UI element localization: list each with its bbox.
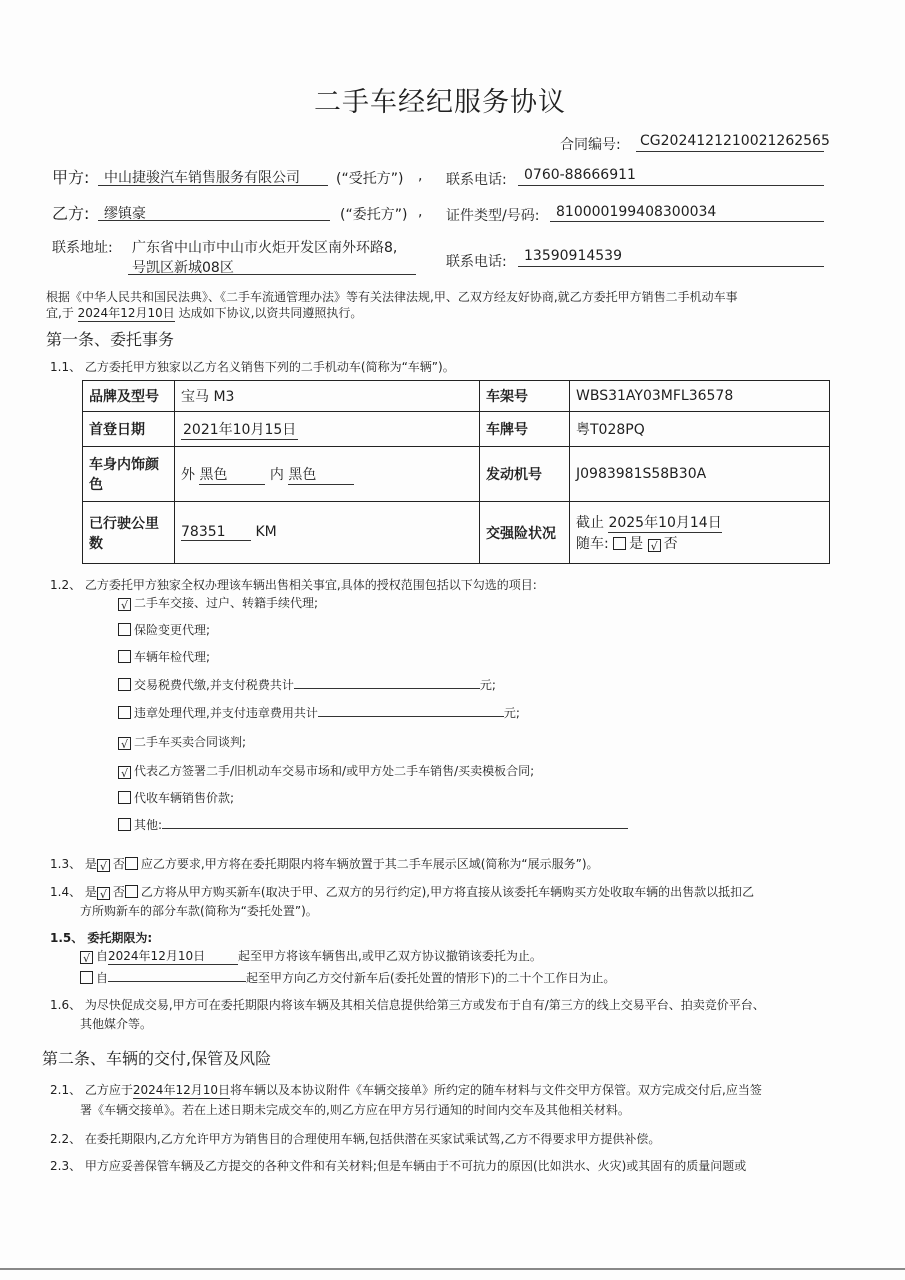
clause-1-6-line2: 其他媒介等。	[80, 1017, 153, 1031]
term-option-1: √ 自2024年12月10日 起至甲方将该车辆售出,或甲乙双方协议撤销该委托为止。	[80, 947, 542, 965]
clause-2-1-date: 2024年12月10日	[132, 1083, 230, 1097]
ext-color-label: 外	[181, 466, 195, 483]
clause-1-4-no-checkbox[interactable]	[125, 885, 138, 898]
auth-item: 保险变更代理;	[118, 621, 210, 638]
term-option-2: 自 起至甲方向乙方交付新车后(委托处置的情形下)的二十个工作日为止。	[80, 969, 615, 986]
auth-item: 交易税费代缴,并支付税费共计 元;	[118, 676, 496, 693]
party-b-id-no: 810000199408300034	[556, 204, 717, 220]
int-color-label: 内	[269, 466, 284, 483]
intro-date: 2024年12月10日	[77, 306, 175, 320]
party-a-role: (“受托方”)	[336, 171, 404, 187]
clause-1-6-line1: 1.6、 为尽快促成交易,甲方可在委托期限内将该车辆及其相关信息提供给第三方或发布于自有/第三方的线上交易平台、拍卖竞价平台、	[50, 998, 765, 1012]
party-b-phone: 13590914539	[524, 248, 622, 264]
auth-item: √ 代表乙方签署二手/旧机动车交易市场和/或甲方处二手车销售/买卖模板合同;	[118, 762, 534, 779]
party-b-role: (“委托方”)	[340, 207, 408, 223]
auth-checkbox[interactable]: √	[118, 598, 131, 611]
int-color-value: 黑色	[288, 464, 354, 485]
address-line2: 号凯区新城08区	[132, 260, 234, 276]
color-label: 车身内饰颜色	[83, 447, 175, 502]
party-b-id-label: 证件类型/号码:	[446, 208, 540, 224]
clause-2-3: 2.3、 甲方应妥善保管车辆及乙方提交的各种文件和有关材料;但是车辆由于不可抗力的原因(比如洪水、火灾)或其固有的质量问题或	[50, 1159, 747, 1173]
clause-1-5-heading: 1.5、 委托期限为:	[50, 931, 153, 945]
table-row	[83, 447, 830, 502]
with-car-no-checkbox[interactable]: √	[648, 539, 661, 552]
party-a-phone-label: 联系电话:	[446, 172, 507, 188]
plate-value: 粤T028PQ	[570, 412, 830, 447]
intro-line2: 宜,于 2024年12月10日 达成如下协议,以资共同遵照执行。	[46, 306, 363, 320]
brand-label: 品牌及型号	[83, 381, 175, 412]
table-row	[83, 412, 830, 447]
address-line1: 广东省中山市中山市火炬开发区南外环路8,	[132, 240, 398, 256]
auth-item: √ 二手车交接、过户、转籍手续代理;	[118, 594, 318, 611]
clause-2-2: 2.2、 在委托期限内,乙方允许甲方为销售目的合理使用车辆,包括供潜在买家试乘试驾,乙方不得要求甲方提供补偿。	[50, 1132, 661, 1146]
insurance-until-label: 截止	[576, 515, 604, 531]
term-option-1-checkbox[interactable]: √	[80, 951, 93, 964]
party-a-comma: ,	[418, 168, 423, 184]
auth-checkbox[interactable]	[118, 706, 131, 719]
vin-value: WBS31AY03MFL36578	[570, 381, 830, 412]
clause-1-4-line2: 方所购新车的部分车款(简称为“委托处置”)。	[80, 904, 318, 918]
auth-checkbox[interactable]: √	[118, 766, 131, 779]
with-car-yes-label: 是	[629, 536, 644, 552]
auth-item: √ 二手车买卖合同谈判;	[118, 733, 246, 750]
clause-2-1-line1: 2.1、 乙方应于2024年12月10日将车辆以及本协议附件《车辆交接单》所约定的随车材料与文件交甲方保管。双方完成交付后,应当签	[50, 1083, 762, 1097]
insurance-date: 2025年10月14日	[608, 512, 721, 533]
party-a-phone: 0760-88666911	[524, 167, 636, 183]
engine-value: J0983981S58B30A	[570, 447, 830, 502]
reg-date-value: 2021年10月15日	[181, 419, 298, 440]
table-row	[83, 381, 830, 412]
term-option-1-date: 2024年12月10日	[108, 947, 238, 965]
auth-checkbox[interactable]	[118, 818, 131, 831]
party-a-name: 中山捷骏汽车销售服务有限公司	[104, 170, 300, 186]
page-bottom-border	[0, 1268, 905, 1270]
party-b-comma: ,	[418, 204, 423, 220]
ext-color-value: 黑色	[199, 464, 265, 485]
insurance-label: 交强险状况	[480, 502, 570, 564]
article-1-heading: 第一条、委托事务	[46, 330, 175, 349]
clause-1-4-yes-checkbox[interactable]: √	[97, 887, 110, 900]
clause-1-3: 1.3、 是 √ 否 应乙方要求,甲方将在委托期限内将车辆放置于其二手车展示区域(简称为“展示服务”)。	[50, 857, 599, 873]
document-title: 二手车经纪服务协议	[314, 87, 566, 118]
auth-checkbox[interactable]	[118, 650, 131, 663]
clause-1-3-yes-checkbox[interactable]: √	[97, 859, 110, 872]
auth-item: 其他:	[118, 816, 628, 833]
contract-no: CG2024121210021262565	[640, 133, 830, 149]
party-a-label: 甲方:	[52, 168, 90, 187]
with-car-yes-checkbox[interactable]	[613, 537, 626, 550]
party-b-phone-label: 联系电话:	[446, 254, 507, 270]
auth-item: 违章处理代理,并支付违章费用共计 元;	[118, 704, 520, 721]
party-b-name: 缪镇豪	[104, 206, 146, 222]
auth-item: 车辆年检代理;	[118, 648, 210, 665]
clause-1-3-no-checkbox[interactable]	[125, 857, 138, 870]
brand-value: 宝马 M3	[175, 381, 480, 412]
auth-checkbox[interactable]: √	[118, 737, 131, 750]
clause-1-1: 1.1、 乙方委托甲方独家以乙方名义销售下列的二手机动车(简称为“车辆”)。	[50, 360, 455, 374]
clause-2-1-line2: 署《车辆交接单》。若在上述日期未完成交车的,则乙方应在甲方另行通知的时间内交车及其他相关材料。	[80, 1103, 630, 1117]
contract-no-label: 合同编号:	[560, 137, 621, 153]
auth-item: 代收车辆销售价款;	[118, 789, 234, 806]
auth-checkbox[interactable]	[118, 678, 131, 691]
with-car-no-label: 否	[663, 536, 678, 552]
mileage-label: 已行驶公里数	[83, 502, 175, 564]
engine-label: 发动机号	[480, 447, 570, 502]
article-2-heading: 第二条、车辆的交付,保管及风险	[42, 1049, 272, 1068]
plate-label: 车牌号	[480, 412, 570, 447]
vehicle-info-table	[82, 380, 830, 564]
with-car-label: 随车:	[576, 536, 609, 552]
table-row	[83, 502, 830, 564]
reg-date-label: 首登日期	[83, 412, 175, 447]
clause-1-2-intro: 1.2、 乙方委托甲方独家全权办理该车辆出售相关事宜,具体的授权范围包括以下勾选的项目:	[50, 578, 537, 592]
auth-checkbox[interactable]	[118, 791, 131, 804]
term-option-2-checkbox[interactable]	[80, 971, 93, 984]
party-b-label: 乙方:	[52, 204, 90, 223]
mileage-unit: KM	[255, 524, 277, 540]
vin-label: 车架号	[480, 381, 570, 412]
clause-1-4-line1: 1.4、 是 √ 否 乙方将从甲方购买新车(取决于甲、乙双方的另行约定),甲方将直接从该委托车辆购买方处收取车辆的出售款以抵扣乙	[50, 885, 755, 901]
auth-checkbox[interactable]	[118, 623, 131, 636]
address-label: 联系地址:	[52, 240, 113, 256]
mileage-value: 78351	[181, 524, 251, 541]
intro-line1: 根据《中华人民共和国民法典》、《二手车流通管理办法》等有关法律法规,甲、乙双方经友好协商,就乙方委托甲方销售二手机动车事	[46, 290, 738, 304]
